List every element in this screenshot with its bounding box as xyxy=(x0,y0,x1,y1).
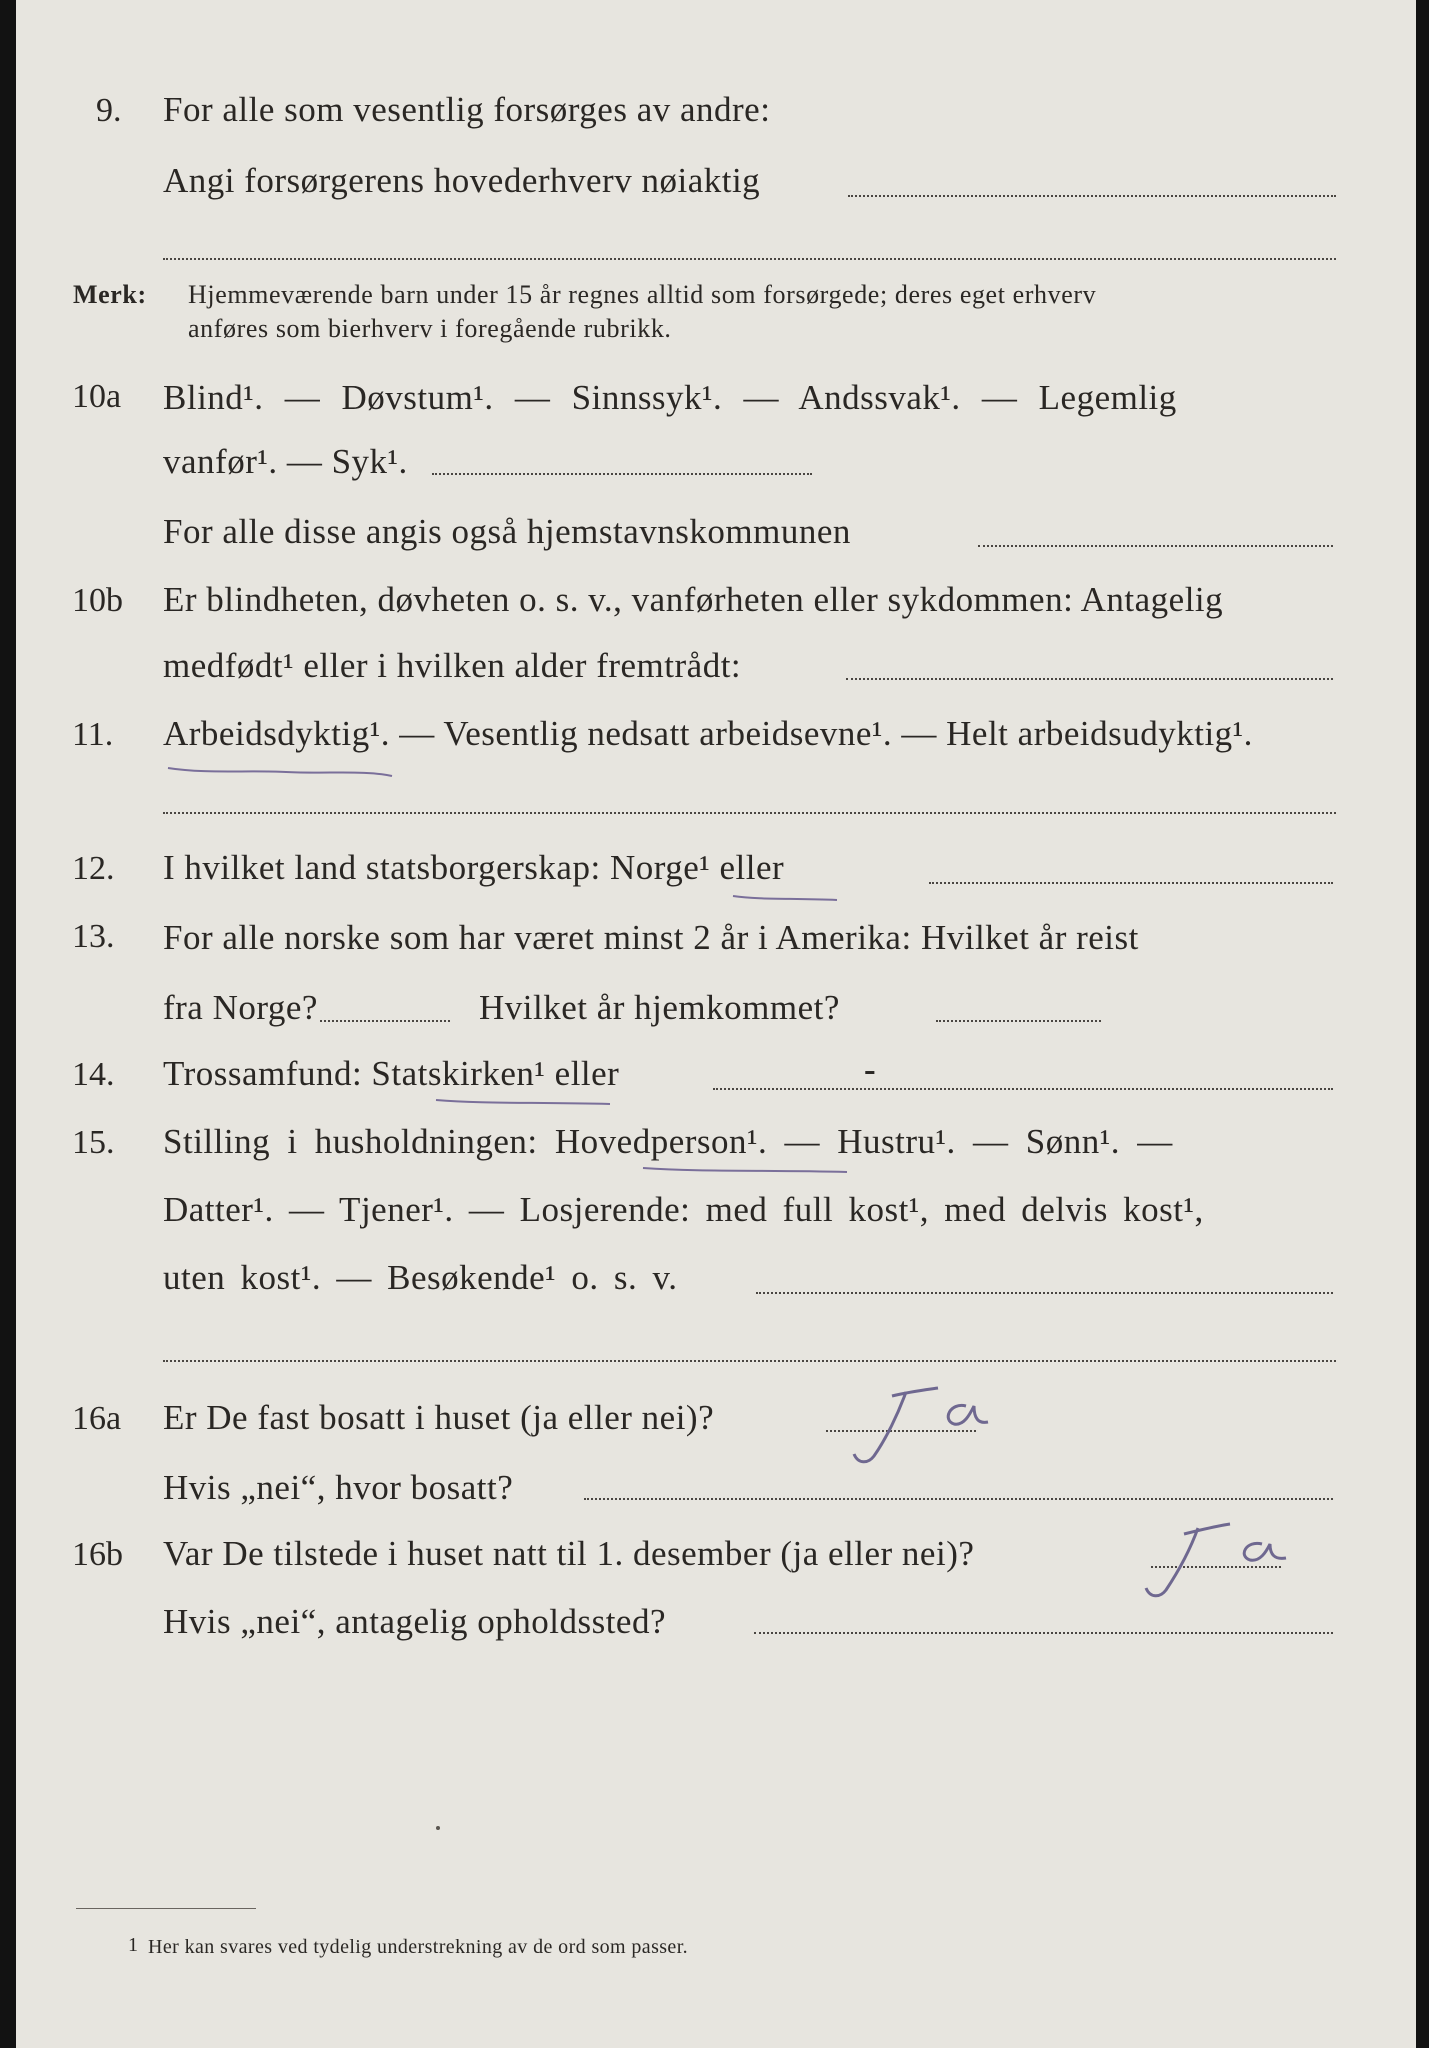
footnote-mark: 1 xyxy=(128,1934,139,1956)
q13-hjemkommet-field[interactable] xyxy=(936,1020,1101,1022)
q9-answer-field[interactable] xyxy=(848,195,1336,197)
question-number-16b: 16b xyxy=(72,1536,123,1573)
q13-reist-field[interactable] xyxy=(320,1020,450,1022)
q13-line-1: For alle norske som har været minst 2 år i Amerika: Hvilket år reist xyxy=(163,918,1139,957)
footnote-rule xyxy=(76,1908,256,1909)
q10b-line-1: Er blindheten, døvheten o. s. v., vanførheten eller sykdommen: Antagelig xyxy=(163,580,1224,619)
q16b-opholdssted-field[interactable] xyxy=(754,1632,1333,1634)
underline-hovedperson xyxy=(641,1162,851,1178)
q10a-answer-field[interactable] xyxy=(432,473,812,475)
census-form-page xyxy=(16,0,1416,2048)
merk-label: Merk: xyxy=(73,280,147,309)
underline-arbeidsdyktig xyxy=(166,760,396,782)
q16b-line-1: Var De tilstede i huset natt til 1. desember (ja eller nei)? xyxy=(163,1534,975,1573)
q13-line-2b: Hvilket år hjemkommet? xyxy=(479,988,840,1027)
q13-line-2a: fra Norge? xyxy=(163,988,318,1027)
question-number-12: 12. xyxy=(72,850,115,887)
q12-line-1: I hvilket land statsborgerskap: Norge¹ eller xyxy=(163,848,785,887)
q9-line-2: Angi forsørgerens hovederhverv nøiaktig xyxy=(163,161,761,200)
question-number-14: 14. xyxy=(72,1056,115,1093)
q10a-line-3: For alle disse angis også hjemstavnskommunen xyxy=(163,512,851,551)
q15-line-1: Stilling i husholdningen: Hovedperson¹. — Hustru¹. — Sønn¹. — xyxy=(163,1122,1173,1161)
stray-ink-dot xyxy=(436,1826,440,1830)
question-number-11: 11. xyxy=(72,716,114,753)
q11-line-1: Arbeidsdyktig¹. — Vesentlig nedsatt arbeidsevne¹. — Helt arbeidsudyktig¹. xyxy=(163,714,1253,753)
question-number-10a: 10a xyxy=(72,378,122,415)
q16a-line-2: Hvis „nei“, hvor bosatt? xyxy=(163,1468,514,1507)
q14-answer-dash: - xyxy=(864,1050,877,1089)
question-number-9: 9. xyxy=(96,92,122,129)
q10a-line-2: vanfør¹. — Syk¹. xyxy=(163,442,408,481)
q15-line-3: uten kost¹. — Besøkende¹ o. s. v. xyxy=(163,1258,678,1297)
footnote-text: Her kan svares ved tydelig understrekning av de ord som passer. xyxy=(148,1936,689,1958)
q15-answer-field-2[interactable] xyxy=(163,1360,1336,1362)
q16b-handwritten-answer xyxy=(1136,1520,1296,1610)
question-number-15: 15. xyxy=(72,1124,115,1161)
q15-answer-field[interactable] xyxy=(756,1292,1333,1294)
q11-answer-field[interactable] xyxy=(163,812,1336,814)
q16a-line-1: Er De fast bosatt i huset (ja eller nei)? xyxy=(163,1398,715,1437)
q10a-hjemstavn-field[interactable] xyxy=(978,545,1333,547)
q10b-answer-field[interactable] xyxy=(846,678,1333,680)
q10b-line-2: medfødt¹ eller i hvilken alder fremtrådt: xyxy=(163,646,742,685)
q9-line-1: For alle som vesentlig forsørges av andre: xyxy=(163,90,771,129)
q16a-handwritten-answer xyxy=(846,1384,996,1474)
q9-answer-field-2[interactable] xyxy=(163,258,1336,260)
underline-norge xyxy=(731,890,841,906)
q16b-line-2: Hvis „nei“, antagelig opholdssted? xyxy=(163,1602,666,1641)
merk-line-2: anføres som bierhverv i foregående rubrikk. xyxy=(188,314,672,343)
underline-statskirken xyxy=(434,1094,614,1110)
question-number-16a: 16a xyxy=(72,1400,122,1437)
question-number-10b: 10b xyxy=(72,582,123,619)
question-number-13: 13. xyxy=(72,918,115,955)
q14-answer-field[interactable] xyxy=(713,1088,1333,1090)
q10a-line-1: Blind¹. — Døvstum¹. — Sinnssyk¹. — Andssvak¹. — Legemlig xyxy=(163,378,1177,417)
merk-line-1: Hjemmeværende barn under 15 år regnes alltid som forsørgede; deres eget erhverv xyxy=(188,280,1097,309)
q14-line-1: Trossamfund: Statskirken¹ eller xyxy=(163,1054,620,1093)
q16a-bosatt-field[interactable] xyxy=(584,1498,1333,1500)
q12-answer-field[interactable] xyxy=(929,882,1333,884)
q15-line-2: Datter¹. — Tjener¹. — Losjerende: med full kost¹, med delvis kost¹, xyxy=(163,1190,1204,1229)
